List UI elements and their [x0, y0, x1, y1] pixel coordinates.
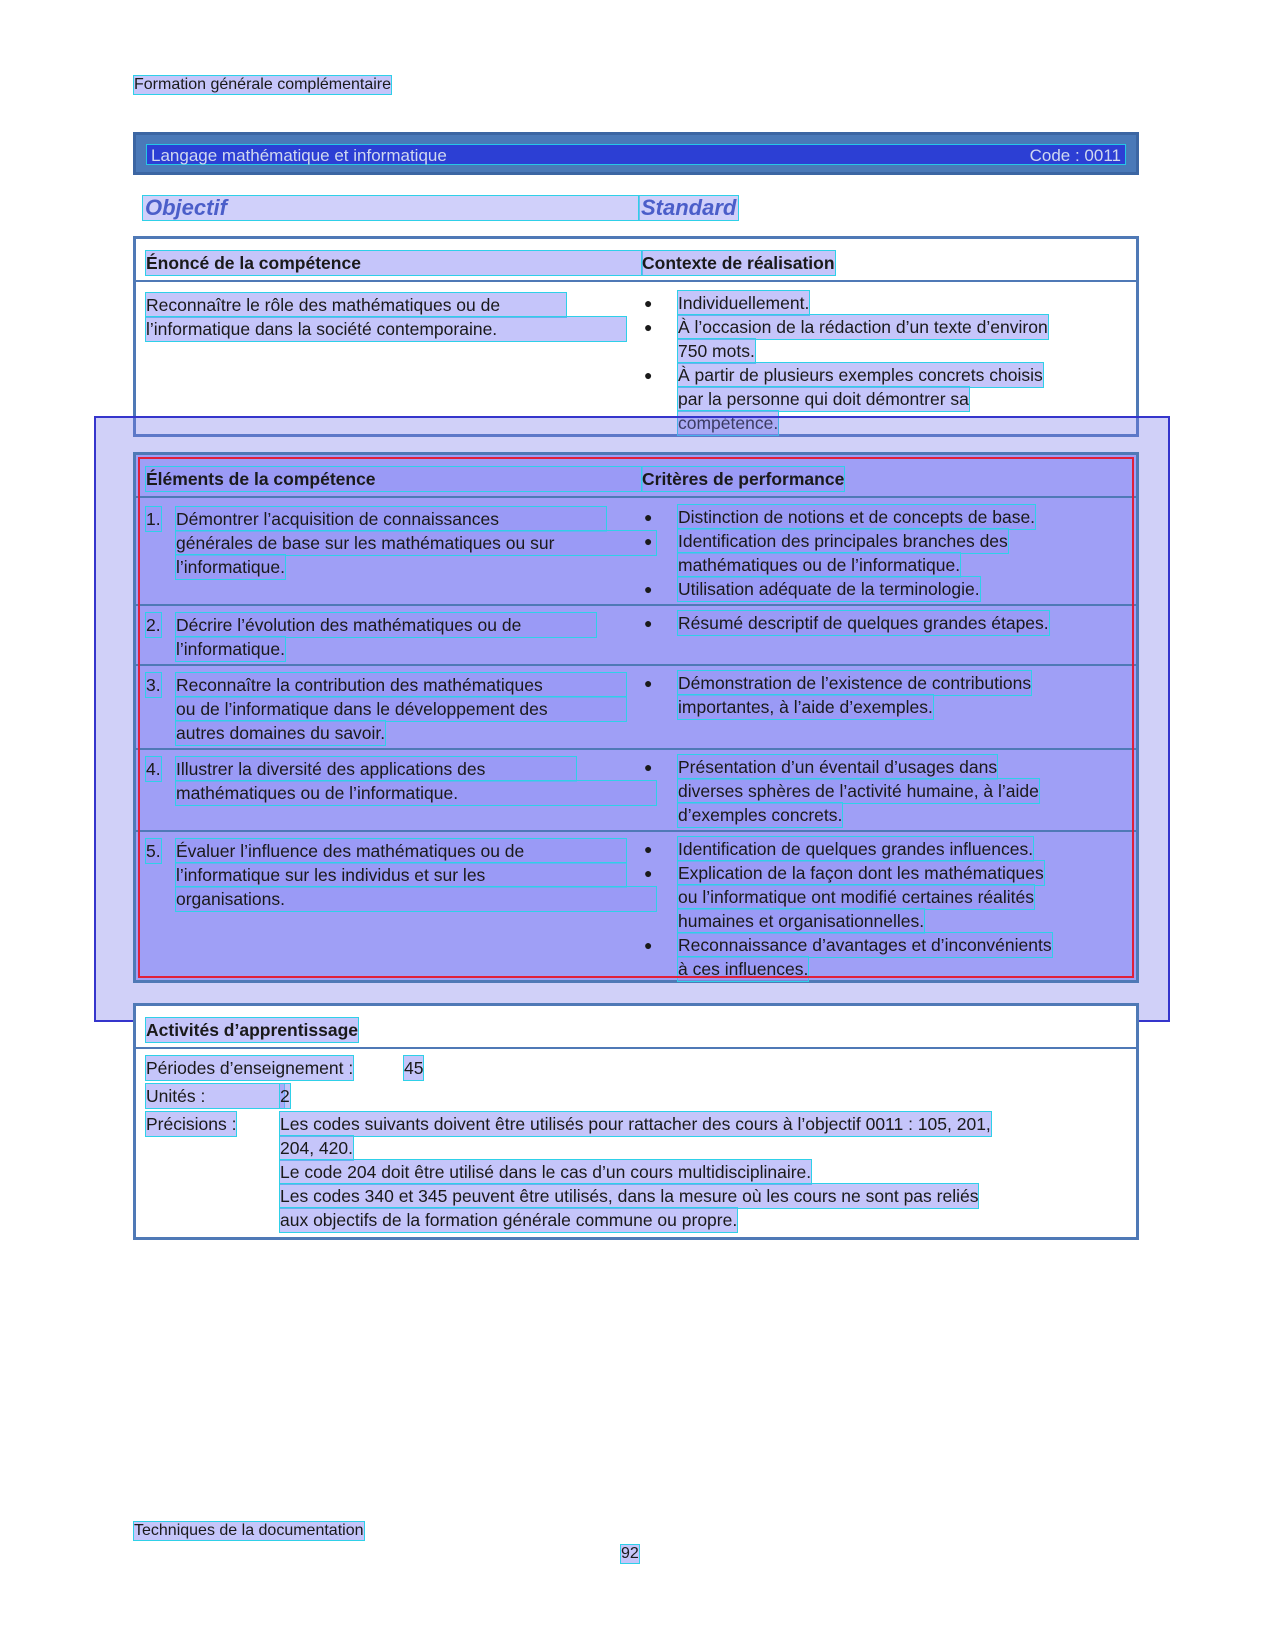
- bullet-icon: ●: [644, 509, 653, 525]
- page-number: 92: [621, 1545, 639, 1562]
- details-line: aux objectifs de la formation générale commune ou propre.: [280, 1210, 738, 1230]
- context-item-line: compétence.: [678, 413, 779, 433]
- section-label: Formation générale complémentaire: [134, 76, 392, 93]
- bullet-icon: ●: [644, 367, 653, 383]
- context-item: Individuellement.: [678, 293, 810, 313]
- periods-label: Périodes d’enseignement :: [146, 1058, 354, 1078]
- bullet-icon: ●: [644, 759, 653, 775]
- standard-heading: Standard: [641, 195, 737, 220]
- context-item: À partir de plusieurs exemples concrets choisis: [678, 365, 1043, 385]
- footer-program: Techniques de la documentation: [134, 1522, 364, 1539]
- element-number: 5.: [146, 841, 161, 861]
- element-line: Démontrer l’acquisition de connaissances: [176, 507, 606, 531]
- activities-heading: Activités d’apprentissage: [146, 1020, 359, 1040]
- competence-statement-line: Reconnaître le rôle des mathématiques ou de: [146, 293, 566, 317]
- criterion: Identification de quelques grandes influences.: [678, 839, 1034, 859]
- periods-value: 45: [404, 1058, 424, 1078]
- element-number: 2.: [146, 615, 161, 635]
- element-line: organisations.: [176, 887, 656, 911]
- criterion-line: diverses sphères de l’activité humaine, à l’aide: [678, 781, 1039, 801]
- details-line: 204, 420.: [280, 1138, 353, 1158]
- bullet-icon: ●: [644, 533, 653, 549]
- competence-statement-line: l’informatique dans la société contemporaine.: [146, 317, 626, 341]
- criterion-line: importantes, à l’aide d’exemples.: [678, 697, 933, 717]
- activities-table: [133, 1003, 1139, 1240]
- criteria-heading: Critères de performance: [642, 469, 845, 489]
- objective-title-bar: [133, 132, 1139, 175]
- criterion-line: ou l’informatique ont modifié certaines réalités: [678, 887, 1035, 907]
- criterion-line: mathématiques ou de l’informatique.: [678, 555, 961, 575]
- bullet-icon: ●: [644, 615, 653, 631]
- context-heading: Contexte de réalisation: [642, 253, 835, 273]
- context-item-line: par la personne qui doit démontrer sa: [678, 389, 969, 409]
- units-value: 2: [280, 1086, 290, 1106]
- element-line: autres domaines du savoir.: [176, 723, 386, 743]
- details-line: Les codes 340 et 345 peuvent être utilisés, dans la mesure où les cours ne sont pas reliés: [280, 1186, 979, 1206]
- objective-title: Langage mathématique et informatique: [151, 146, 447, 165]
- details-line: Le code 204 doit être utilisé dans le cas d’un cours multidisciplinaire.: [280, 1162, 812, 1182]
- bullet-icon: ●: [644, 841, 653, 857]
- criterion: Reconnaissance d’avantages et d’inconvénients: [678, 935, 1052, 955]
- details-line: Les codes suivants doivent être utilisés pour rattacher des cours à l’objectif 0011 : 105, 201,: [280, 1114, 991, 1134]
- criterion: Présentation d’un éventail d’usages dans: [678, 757, 998, 777]
- element-line: mathématiques ou de l’informatique.: [176, 781, 656, 805]
- elements-heading: Éléments de la compétence: [146, 467, 642, 491]
- details-label: Précisions :: [146, 1114, 237, 1134]
- bullet-icon: ●: [644, 675, 653, 691]
- bullet-icon: ●: [644, 295, 653, 311]
- row-divider: [136, 748, 1136, 750]
- element-line: Évaluer l’influence des mathématiques ou de: [176, 839, 626, 863]
- row-divider: [136, 664, 1136, 666]
- competence-table: [133, 236, 1139, 437]
- objective-code: Code : 0011: [1029, 146, 1121, 165]
- bullet-icon: ●: [644, 865, 653, 881]
- competence-heading: Énoncé de la compétence: [146, 251, 642, 275]
- row-divider: [136, 604, 1136, 606]
- title-bar-inner: [146, 144, 1126, 165]
- element-number: 3.: [146, 675, 161, 695]
- element-line: Illustrer la diversité des applications des: [176, 757, 576, 781]
- elements-table: [133, 452, 1139, 983]
- element-line: générales de base sur les mathématiques ou sur: [176, 531, 656, 555]
- context-item-line: 750 mots.: [678, 341, 755, 361]
- bullet-icon: ●: [644, 937, 653, 953]
- bullet-icon: ●: [644, 581, 653, 597]
- element-line: Décrire l’évolution des mathématiques ou de: [176, 613, 596, 637]
- criterion: Résumé descriptif de quelques grandes étapes.: [678, 613, 1049, 633]
- criterion: Identification des principales branches des: [678, 531, 1008, 551]
- criterion: Démonstration de l’existence de contributions: [678, 673, 1032, 693]
- objectif-heading: Objectif: [143, 196, 639, 220]
- element-number: 1.: [146, 509, 161, 529]
- criterion: Utilisation adéquate de la terminologie.: [678, 579, 980, 599]
- units-label: Unités :: [146, 1084, 284, 1108]
- element-number: 4.: [146, 759, 161, 779]
- bullet-icon: ●: [644, 319, 653, 335]
- context-item: À l’occasion de la rédaction d’un texte d’environ: [678, 317, 1048, 337]
- element-line: Reconnaître la contribution des mathématiques: [176, 673, 626, 697]
- element-line: l’informatique.: [176, 639, 285, 659]
- element-line: l’informatique.: [176, 557, 285, 577]
- row-divider: [136, 830, 1136, 832]
- element-line: l’informatique sur les individus et sur les: [176, 863, 626, 887]
- criterion-line: d’exemples concrets.: [678, 805, 843, 825]
- element-line: ou de l’informatique dans le développement des: [176, 697, 626, 721]
- criterion-line: à ces influences.: [678, 959, 809, 979]
- criterion: Explication de la façon dont les mathématiques: [678, 863, 1044, 883]
- criterion: Distinction de notions et de concepts de base.: [678, 507, 1036, 527]
- criterion-line: humaines et organisationnelles.: [678, 911, 925, 931]
